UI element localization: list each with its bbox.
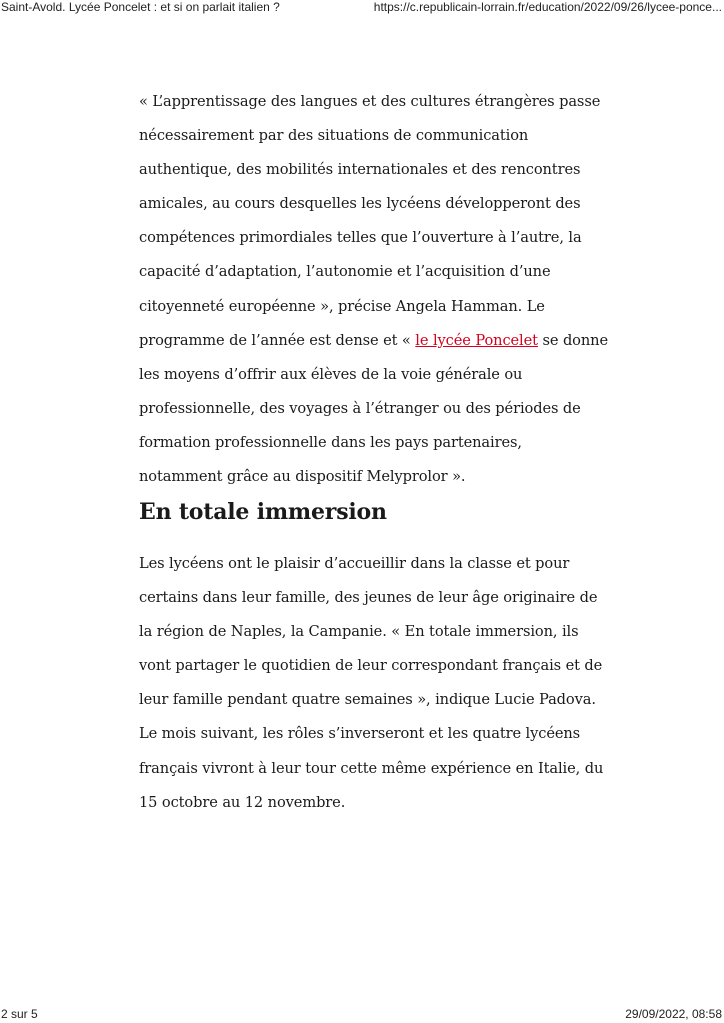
paragraph-text: « L’apprentissage des langues et des cultures étrangères passe nécessairement par des situations de communication authentique, des mobilités internationales et des rencontres amicales, au cours desquelles les lycéens développeront des compétences primordiales telles que l’ouverture à l’autre, la capacité d’adaptation, l’autonomie et l’acquisition d’une citoyenneté européenne », précise Angela Hamman. Le programme de l’année est dense et « [139,93,601,349]
page-url: https://c.republicain-lorrain.fr/education/2022/09/26/lycee-ponce... [373,0,722,14]
page-number: 2 sur 5 [1,1007,38,1021]
article-body [139,85,609,811]
section-heading: En totale immersion [139,499,387,525]
page-title: Saint-Avold. Lycée Poncelet : et si on parlait italien ? [1,0,280,14]
lycee-poncelet-link[interactable]: le lycée Poncelet [415,331,538,349]
article-paragraph [139,85,609,494]
article-paragraph: Les lycéens ont le plaisir d’accueillir dans la classe et pour certains dans leur famille, des jeunes de leur âge originaire de la région de Naples, la Campanie. « En totale immersion, ils vont partager le quotidien de leur correspondant français et de leur famille pendant quatre semaines », indique Lucie Padova. Le mois suivant, les rôles s’inverseront et les quatre lycéens français vivront à leur tour cette même expérience en Italie, du 15 octobre au 12 novembre. [139,555,604,811]
print-footer [0,1007,724,1023]
paragraph-text: se donne les moyens d’offrir aux élèves de la voie générale ou professionnelle, des voyages à l’étranger ou des périodes de formation professionnelle dans les pays partenaires, notamment grâce au dispositif Melyprolor ». [139,331,609,486]
print-header [0,0,724,18]
print-datetime: 29/09/2022, 08:58 [625,1007,722,1021]
